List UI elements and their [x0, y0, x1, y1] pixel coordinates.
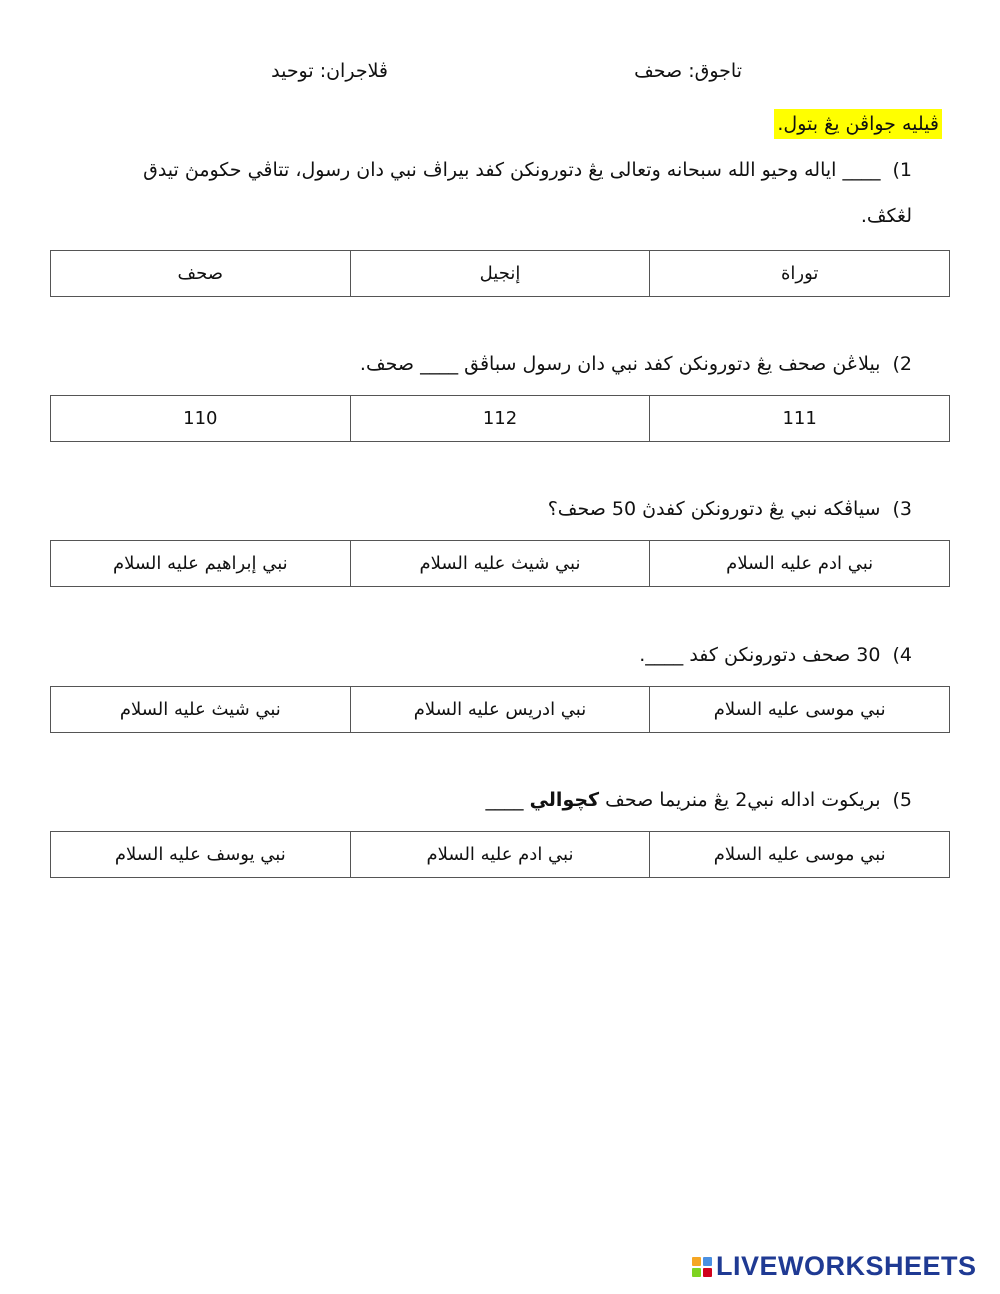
question-text: بيلاڠن صحف يڠ دتورونكن كفد نبي دان رسول سباڤق ____ صحف. [359, 353, 881, 375]
question-text: سياڤكه نبي يڠ دتورونكن كفدڽ 50 صحف؟ [547, 498, 881, 520]
answer-options-2 [50, 395, 950, 442]
question-emphasis: كچوالي [529, 789, 600, 811]
answer-option[interactable]: نبي ادم عليه السلام [649, 541, 949, 586]
answer-option[interactable]: نبي موسى عليه السلام [649, 832, 949, 877]
question-text: بريكوت اداله نبي2 يڠ منريما صحف [605, 789, 881, 811]
logo-block [692, 1257, 701, 1266]
answer-option[interactable]: نبي موسى عليه السلام [649, 687, 949, 732]
answer-option[interactable]: نبي ادم عليه السلام [350, 832, 650, 877]
liveworksheets-logo [692, 1251, 977, 1282]
question-number: 2) [892, 353, 912, 375]
answer-options-4 [50, 686, 950, 733]
question-5 [92, 777, 912, 823]
question-number: 3) [892, 498, 912, 520]
answer-option[interactable]: توراة [649, 251, 949, 296]
answer-option[interactable]: نبي ادريس عليه السلام [350, 687, 650, 732]
question-2 [92, 341, 912, 387]
logo-blocks-icon [692, 1257, 712, 1277]
question-text: 30 صحف دتورونكن كفد ____. [639, 644, 881, 666]
answer-option[interactable]: نبي شيث عليه السلام [350, 541, 650, 586]
answer-option[interactable]: 112 [350, 396, 650, 441]
answer-blank: ____ [485, 789, 524, 811]
logo-block [703, 1257, 712, 1266]
answer-options-1 [50, 250, 950, 297]
logo-block [703, 1268, 712, 1277]
answer-option[interactable]: نبي شيث عليه السلام [119, 699, 281, 720]
question-number: 1) [892, 159, 912, 181]
answer-option[interactable]: 110 [183, 408, 218, 429]
answer-options-3 [50, 540, 950, 587]
answer-option[interactable]: نبي يوسف عليه السلام [114, 844, 286, 865]
question-text: ____ اياله وحيو الله سبحانه وتعالى يڠ دتورونكن كفد بيراڤ نبي دان رسول، تتاڤي حكومڽ تيدق لڠكڤ. [143, 159, 912, 227]
answer-option[interactable]: صحف [177, 263, 224, 284]
instruction-highlight: ڤيليه جواڤن يڠ بتول. [774, 109, 942, 139]
question-number: 5) [892, 789, 912, 811]
question-number: 4) [892, 644, 912, 666]
question-3 [92, 486, 912, 532]
brand-name: LIVEWORKSHEETS [716, 1251, 977, 1281]
answer-option[interactable]: إنجيل [350, 251, 650, 296]
header-subject-label: ڤلاجران: توحيد [271, 60, 388, 82]
answer-options-5 [50, 831, 950, 878]
question-1 [92, 147, 912, 239]
header-topic-label: تاجوق: صحف [634, 60, 742, 82]
question-4 [92, 632, 912, 678]
answer-option[interactable]: 111 [649, 396, 949, 441]
answer-option[interactable]: نبي إبراهيم عليه السلام [112, 553, 288, 574]
logo-block [692, 1268, 701, 1277]
